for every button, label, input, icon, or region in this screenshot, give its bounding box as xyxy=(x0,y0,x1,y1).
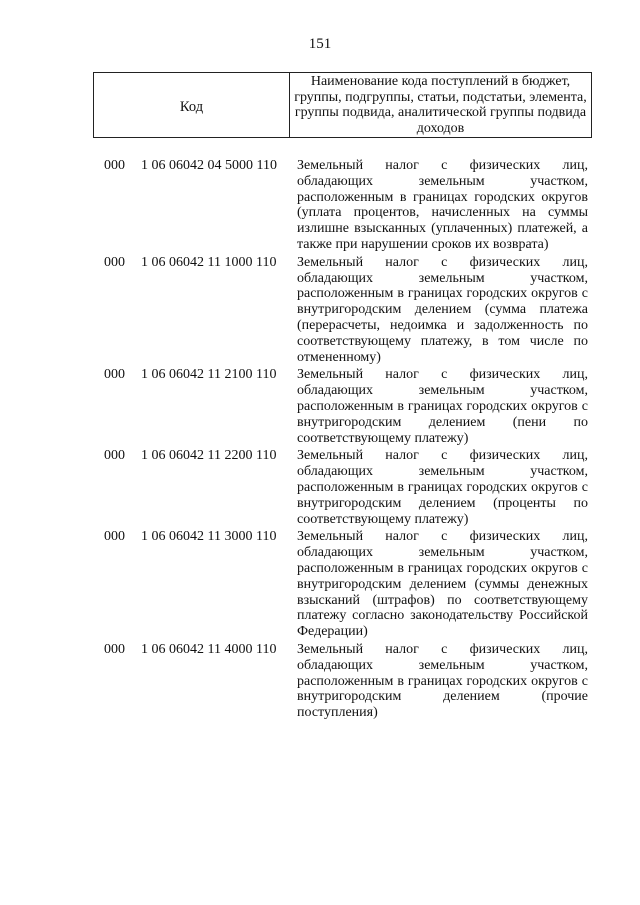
revenue-description: Земельный налог с физических лиц, обладающих земельным участком, расположенным в границах городских округов с внутригородским делением (пени по соответствующему платежу) xyxy=(297,367,588,446)
admin-code: 000 xyxy=(104,641,125,657)
table-row xyxy=(0,642,640,721)
table-body xyxy=(0,158,640,721)
revenue-code: 1 06 06042 11 4000 110 xyxy=(141,641,277,657)
page-number: 151 xyxy=(308,36,332,52)
table-row xyxy=(0,158,640,253)
revenue-code: 1 06 06042 11 2100 110 xyxy=(141,367,277,383)
revenue-code: 1 06 06042 04 5000 110 xyxy=(141,158,277,173)
revenue-description: Земельный налог с физических лиц, обладающих земельным участком, расположенным в границах городских округов с внутригородским делением (сумма платежа (перерасчеты, недоимка и задолженность по соответствующему платежу, в том числе по отмененному) xyxy=(297,254,588,365)
table-header xyxy=(93,72,592,138)
revenue-code: 1 06 06042 11 2200 110 xyxy=(141,448,277,464)
revenue-code: 1 06 06042 11 1000 110 xyxy=(141,254,277,270)
table-row xyxy=(0,255,640,366)
admin-code: 000 xyxy=(104,529,125,545)
revenue-description: Земельный налог с физических лиц, обладающих земельным участком, расположенным в границах городских округов с внутригородским делением (прочие поступления) xyxy=(297,641,588,721)
admin-code: 000 xyxy=(104,448,125,464)
admin-code: 000 xyxy=(104,254,125,270)
revenue-description: Земельный налог с физических лиц, обладающих земельным участком, расположенным в границах городских округов с внутригородским делением (проценты по соответствующему платежу) xyxy=(297,448,588,527)
table-row xyxy=(0,367,640,446)
header-name-label: Наименование кода поступлений в бюджет, группы, подгруппы, статьи, подстатьи, элемента, группы подвида, аналитической группы подвида доходов xyxy=(294,74,587,136)
revenue-code: 1 06 06042 11 3000 110 xyxy=(141,529,277,545)
table-row xyxy=(0,448,640,527)
table-row xyxy=(0,529,640,640)
revenue-description: Земельный налог с физических лиц, обладающих земельным участком, расположенным в границах городских округов (уплата процентов, начисленных на суммы излишне взысканных (уплаченных) платежей, а также при нарушении сроков их возврата) xyxy=(297,158,588,252)
revenue-description: Земельный налог с физических лиц, обладающих земельным участком, расположенным в границах городских округов с внутригородским делением (суммы денежных взысканий (штрафов) по соответствующему платежу согласно законодательству Российской Федерации) xyxy=(297,529,588,640)
header-code-label: Код xyxy=(94,73,290,137)
admin-code: 000 xyxy=(104,158,125,173)
admin-code: 000 xyxy=(104,367,125,383)
